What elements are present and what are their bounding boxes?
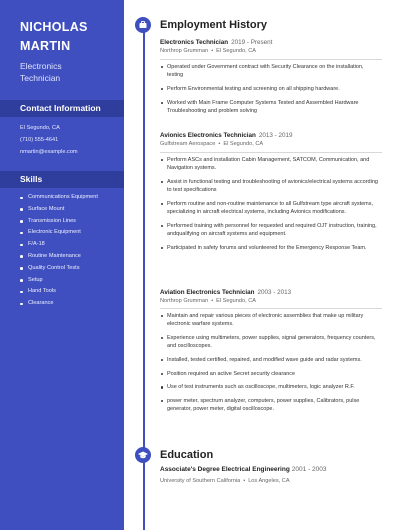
school-location: Los Angeles, CA bbox=[248, 478, 290, 484]
first-name: NICHOLAS bbox=[20, 20, 88, 34]
job-location: El Segundo, CA bbox=[216, 298, 256, 304]
skills-heading: Skills bbox=[0, 171, 124, 188]
skill-item: Quality Control Tests bbox=[20, 263, 98, 275]
skill-item: Hand Tools bbox=[20, 286, 98, 298]
candidate-name bbox=[20, 18, 88, 56]
contact-location: El Segundo, CA bbox=[20, 125, 60, 131]
skill-item: F/A-18 bbox=[20, 239, 98, 251]
job-employer: Gulfstream Aerospace • El Segundo, CA bbox=[160, 141, 264, 147]
job-bullet: Installed, tested certified, repaired, and modified wave guide and radar systems. bbox=[160, 356, 378, 364]
job-bullet: Assist in functional testing and troubleshooting of avionics/electrical systems according to test specifications bbox=[160, 178, 378, 195]
job-bullet: Perform Environmental testing and screening on all shipping hardware. bbox=[160, 85, 378, 93]
skill-item: Surface Mount bbox=[20, 204, 98, 216]
job-header bbox=[160, 132, 293, 139]
sidebar bbox=[0, 0, 124, 530]
job-bullet: power meter, spectrum analyzer, computers, power supplies, Calibrators, pulse generator, power meter, digital oscilloscope. bbox=[160, 397, 378, 414]
job-dates: 2019 - Present bbox=[231, 39, 273, 46]
job-bullets bbox=[160, 63, 378, 121]
job-employer: Northrop Grumman • El Segundo, CA bbox=[160, 298, 256, 304]
job-bullet: Participated in safety forums and volunteered for the Emergency Response Team. bbox=[160, 244, 378, 252]
job-header bbox=[160, 289, 291, 296]
graduation-cap-icon bbox=[135, 447, 151, 463]
job-bullet: Maintain and repair various pieces of electronic assemblies that make up military electronic warfare systems. bbox=[160, 312, 378, 329]
education-school: University of Southern California • Los Angeles, CA bbox=[160, 478, 290, 484]
last-name: MARTIN bbox=[20, 39, 71, 53]
skills-list bbox=[20, 192, 98, 310]
contact-heading: Contact Information bbox=[0, 100, 124, 117]
job-bullet: Use of test instruments such as oscilloscope, multimeters, logic analyzer R.F. bbox=[160, 383, 378, 391]
job-bullet: Worked with Main Frame Computer Systems Tested and Assembled Hardware Troubleshooting and problem solving bbox=[160, 99, 378, 116]
skill-item: Routine Maintenance bbox=[20, 251, 98, 263]
skill-item: Electronic Equipment bbox=[20, 227, 98, 239]
school-name: University of Southern California bbox=[160, 478, 241, 484]
job-dates: 2003 - 2013 bbox=[257, 289, 292, 296]
job-company: Northrop Grumman bbox=[160, 48, 209, 54]
job-header bbox=[160, 39, 272, 46]
role-line-2: Technician bbox=[20, 73, 61, 83]
job-bullet: Perform routine and non-routine maintenance to all Gulfstream type aircraft systems, specializing in aircraft electrical systems, including Avionics modifications. bbox=[160, 200, 378, 217]
employment-heading: Employment History bbox=[160, 19, 267, 31]
job-dates: 2013 - 2019 bbox=[258, 132, 293, 139]
job-bullet: Perform ASCs and installation Cabin Management, SATCOM, Communication, and Navigation systems. bbox=[160, 156, 378, 173]
education-header bbox=[160, 466, 327, 473]
job-title: Aviation Electronics Technician bbox=[160, 289, 255, 296]
job-bullet: Performed training with personnel for requested and required OJT instruction, training, andqualifying on aircraft systems and equipment. bbox=[160, 222, 378, 239]
job-location: El Segundo, CA bbox=[223, 141, 264, 147]
job-bullet: Experience using multimeters, power supplies, signal generators, frequency counters, and oscilloscopes. bbox=[160, 334, 378, 351]
job-title: Avionics Electronics Technician bbox=[160, 132, 256, 139]
divider bbox=[160, 308, 382, 309]
job-company: Gulfstream Aerospace bbox=[160, 141, 216, 147]
job-company: Northrop Grumman bbox=[160, 298, 209, 304]
job-bullets bbox=[160, 312, 378, 419]
divider bbox=[160, 59, 382, 60]
job-bullet: Position required an active Secret security clearance bbox=[160, 370, 378, 378]
job-title: Electronics Technician bbox=[160, 39, 229, 46]
contact-phone: (710) 555-4641 bbox=[20, 137, 59, 143]
job-employer: Northrop Grumman • El Segundo, CA bbox=[160, 48, 256, 54]
skill-item: Setup bbox=[20, 275, 98, 287]
degree: Associate's Degree Electrical Engineering bbox=[160, 466, 290, 473]
skill-item: Clearance bbox=[20, 298, 98, 310]
divider bbox=[160, 152, 382, 153]
job-bullets bbox=[160, 156, 378, 258]
job-location: El Segundo, CA bbox=[216, 48, 256, 54]
job-bullet: Operated under Government contract with Security Clearance on the installation, testing bbox=[160, 63, 378, 80]
job-role bbox=[20, 60, 110, 84]
role-line-1: Electronics bbox=[20, 61, 62, 71]
briefcase-icon bbox=[135, 17, 151, 33]
contact-email[interactable]: nmartin@example.com bbox=[20, 149, 78, 155]
skill-item: Transmission Lines bbox=[20, 216, 98, 228]
education-heading: Education bbox=[160, 449, 214, 461]
education-dates: 2001 - 2003 bbox=[291, 466, 327, 473]
skill-item: Communications Equipment bbox=[20, 192, 98, 204]
